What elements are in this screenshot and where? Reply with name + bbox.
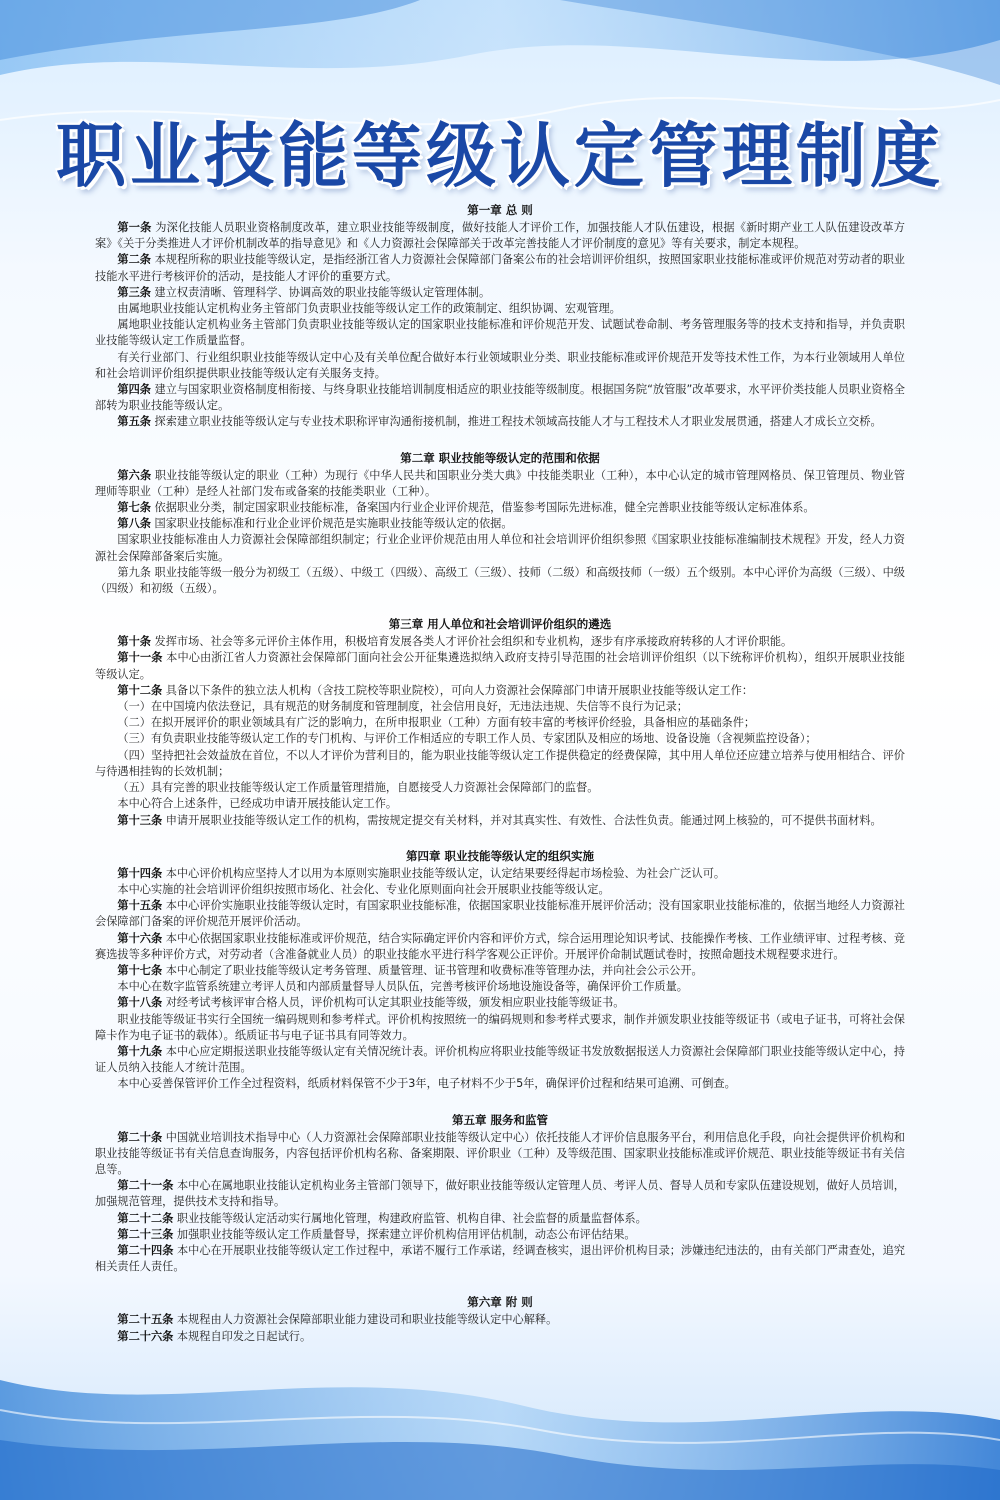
- article-text: 第九条 职业技能等级一般分为初级工（五级）、中级工（四级）、高级工（三级）、技师（二级）和高级技师（一级）五个级别。本中心评价为高级（三级）、中级（四级）和初级（五级）。: [95, 565, 905, 596]
- article-text: （四）坚持把社会效益放在首位，不以人才评价为营利目的，能为职业技能等级认定工作提供稳定的经费保障，其中用人单位还应建立培养与使用相结合、评价与待遇相挂钩的长效机制；: [95, 748, 905, 778]
- chapter-section: [95, 201, 905, 431]
- article-number: 第七条: [117, 501, 151, 515]
- article-paragraph: [95, 715, 905, 731]
- chapter-title: 第二章 职业技能等级认定的范围和依据: [400, 450, 600, 465]
- article-text: 本中心在数字监管系统建立考评人员和内部质量督导人员队伍，完善考核评价场地设施设备等，确保评价工作质量。: [117, 980, 688, 994]
- article-paragraph: [95, 979, 905, 995]
- article-text: （一）在中国境内依法登记，具有规范的财务制度和管理制度，社会信用良好，无违法违规、失信等不良行为记录；: [117, 700, 688, 714]
- article-paragraph: [95, 898, 905, 930]
- article-number: 第八条: [117, 517, 151, 531]
- article-paragraph: [95, 350, 905, 382]
- article-paragraph: [95, 882, 905, 898]
- article-text: 本中心实施的社会培训评价组织按照市场化、社会化、专业化原则面向社会开展职业技能等级认定。: [117, 882, 610, 896]
- chapter-section: [95, 1111, 905, 1276]
- article-text: 对经考试考核评审合格人员，评价机构可认定其职业技能等级，颁发相应职业技能等级证书。: [165, 996, 625, 1010]
- article-text: （五）具有完善的职业技能等级认定工作质量管理措施，自愿接受人力资源社会保障部门的监督。: [117, 781, 599, 795]
- article-text: 为深化技能人员职业资格制度改革，建立职业技能等级制度，做好技能人才评价工作，加强技能人才队伍建设，根据《新时期产业工人队伍建设改革方案》《关于分类推进人才评价机制改革的指导意见》和《人力资源社会保障部关于改革完善技能人才评价制度的意见》等有关要求，制定本规程。: [95, 221, 905, 251]
- article-paragraph: [95, 995, 905, 1011]
- article-number: 第十条: [117, 635, 151, 649]
- article-paragraph: [95, 317, 905, 349]
- article-number: 第十四条: [117, 866, 163, 880]
- article-text: 建立权责清晰、管理科学、协调高效的职业技能等级认定管理体制。: [154, 285, 491, 299]
- article-number: 第二十五条: [117, 1313, 174, 1327]
- article-number: 第十七条: [117, 963, 163, 977]
- article-text: 建立与国家职业资格制度相衔接、与终身职业技能培训制度相适应的职业技能等级制度。根据国务院“放管服”改革要求，水平评价类技能人员职业资格全部转为职业技能等级认定。: [95, 383, 905, 413]
- article-text: 职业技能等级证书实行全国统一编码规则和参考样式。评价机构按照统一的编码规则和参考样式要求，制作并颁发职业技能等级证书（或电子证书，可将社会保障卡作为电子证书的载体）。纸质证书与电子证书具有同等效力。: [95, 1012, 905, 1042]
- article-text: 属地职业技能认定机构业务主管部门负责职业技能等级认定的国家职业技能标准和评价规范开发、试题试卷命制、考务管理服务等的技术支持和指导，并负责职业技能等级认定工作质量监督。: [95, 318, 905, 348]
- article-paragraph: [95, 285, 905, 301]
- article-paragraph: [95, 1130, 905, 1179]
- article-number: 第二十二条: [117, 1211, 174, 1225]
- article-paragraph: [95, 634, 905, 650]
- article-number: 第二十条: [117, 1130, 163, 1144]
- chapter-title: 第四章 职业技能等级认定的组织实施: [405, 848, 594, 863]
- article-paragraph: [95, 1044, 905, 1076]
- article-text: 本规程所称的职业技能等级认定，是指经浙江省人力资源社会保障部门备案公布的社会培训评价组织，按照国家职业技能标准或评价规范对劳动者的职业技能水平进行考核评价的活动，是技能人才评价的重要方式。: [95, 253, 905, 283]
- article-text: 具备以下条件的独立法人机构（含技工院校等职业院校），可向人力资源社会保障部门申请开展职业技能等级认定工作：: [165, 683, 754, 697]
- article-text: 本中心妥善保管评价工作全过程资料，纸质材料保管不少于3年，电子材料不少于5年，确保评价过程和结果可追溯、可倒查。: [117, 1077, 736, 1091]
- article-paragraph: [95, 220, 905, 252]
- article-number: 第十六条: [117, 931, 163, 945]
- chapter-section: [95, 615, 905, 828]
- article-text: 本中心应定期报送职业技能等级认定有关情况统计表。评价机构应将职业技能等级证书发放数据报送人力资源社会保障部门职业技能等级认定中心，持证人员纳入技能人才统计范围。: [95, 1044, 905, 1075]
- article-paragraph: [95, 532, 905, 564]
- article-text: 本中心依据国家职业技能标准或评价规范，结合实际确定评价内容和评价方式，综合运用理论知识考试、技能操作考核、工作业绩评审、过程考核、竞赛选拔等多种评价方式，对劳动者（含准备就业人员）的职业技能水平进行科学客观公正评价。开展评价命制试题试卷时，按照命题技术规程要求进行。: [95, 931, 905, 961]
- article-number: 第二十三条: [117, 1227, 174, 1241]
- article-number: 第四条: [117, 383, 151, 397]
- regulation-body: [95, 201, 905, 1363]
- article-paragraph: [95, 731, 905, 747]
- article-paragraph: [95, 1312, 905, 1328]
- article-number: 第十一条: [117, 651, 163, 665]
- article-text: 中国就业培训技术指导中心（人力资源社会保障部职业技能等级认定中心）依托技能人才评价信息服务平台，利用信息化手段，向社会提供评价机构和职业技能等级证书有关信息查询服务，内容包括评价机构名称、备案期限、评价职业（工种）及等级范围、国家职业技能标准或评价规范、职业技能等级证书有关信息等。: [95, 1130, 905, 1176]
- article-paragraph: [95, 683, 905, 699]
- article-paragraph: [95, 1012, 905, 1044]
- article-number: 第十八条: [117, 996, 163, 1010]
- article-paragraph: [95, 1329, 905, 1345]
- article-paragraph: [95, 1227, 905, 1243]
- article-text: 本规程自印发之日起试行。: [176, 1329, 312, 1343]
- article-paragraph: [95, 1076, 905, 1092]
- article-paragraph: [95, 500, 905, 516]
- article-text: 有关行业部门、行业组织职业技能等级认定中心及有关单位配合做好本行业领域职业分类、职业技能标准或评价规范开发等技术性工作，为本行业领域用人单位和社会培训评价组织提供职业技能等级认定有关服务支持。: [95, 350, 905, 380]
- article-paragraph: [95, 748, 905, 780]
- article-number: 第六条: [117, 468, 152, 482]
- article-number: 第十三条: [117, 813, 163, 827]
- article-text: 探索建立职业技能等级认定与专业技术职称评审沟通衔接机制，推进工程技术领域高技能人才与工程技术人才职业发展贯通，搭建人才成长立交桥。: [154, 415, 882, 429]
- article-text: 本中心由浙江省人力资源社会保障部门面向社会公开征集遴选拟纳入政府支持引导范围的社会培训评价组织（以下统称评价机构），组织开展职业技能等级认定。: [95, 651, 905, 681]
- article-number: 第二十四条: [117, 1243, 174, 1257]
- chapter-title: 第六章 附 则: [467, 1295, 533, 1310]
- article-paragraph: [95, 1178, 905, 1210]
- article-number: 第二十六条: [117, 1329, 174, 1343]
- article-number: 第十九条: [117, 1044, 163, 1058]
- article-paragraph: [95, 813, 905, 829]
- chapter-section: [95, 449, 905, 598]
- article-text: 依据职业分类，制定国家职业技能标准，备案国内行业企业评价规范，借鉴参考国际先进标准，健全完善职业技能等级认定标准体系。: [154, 501, 815, 515]
- article-number: 第一条: [117, 221, 152, 234]
- article-paragraph: [95, 301, 905, 317]
- article-text: 本中心评价实施职业技能等级认定时，有国家职业技能标准，依据国家职业技能标准开展评价活动；没有国家职业技能标准的，依据当地经人力资源社会保障部门备案的评价规范开展评价活动。: [95, 899, 905, 929]
- article-number: 第十二条: [117, 683, 163, 697]
- article-paragraph: [95, 931, 905, 963]
- chapter-title: 第一章 总 则: [467, 203, 533, 217]
- article-text: 本中心在开展职业技能等级认定工作过程中，承诺不履行工作承诺，经调查核实，退出评价机构目录；涉嫌违纪违法的，由有关部门严肃查处，追究相关责任人责任。: [95, 1243, 905, 1274]
- chapter-title: 第五章 服务和监管: [451, 1112, 548, 1127]
- article-text: 本中心在属地职业技能认定机构业务主管部门领导下，做好职业技能等级认定管理人员、考评人员、督导人员和专家队伍建设规划，做好人员培训，加强规范管理，提供技术支持和指导。: [95, 1179, 905, 1209]
- article-paragraph: [95, 565, 905, 597]
- article-paragraph: [95, 866, 905, 882]
- article-paragraph: [95, 252, 905, 284]
- article-text: 本中心制定了职业技能等级认定考务管理、质量管理、证书管理和收费标准等管理办法，并向社会公示公开。: [165, 963, 703, 977]
- chapter-section: [95, 847, 905, 1093]
- article-number: 第二十一条: [117, 1179, 174, 1193]
- article-paragraph: [95, 468, 905, 500]
- article-text: 本中心评价机构应坚持人才以用为本原则实施职业技能等级认定，认定结果要经得起市场检验、为社会广泛认可。: [165, 866, 726, 880]
- article-text: 国家职业技能标准和行业企业评价规范是实施职业技能等级认定的依据。: [154, 517, 513, 531]
- article-text: 由属地职业技能认定机构业务主管部门负责职业技能等级认定工作的政策制定、组织协调、宏观管理。: [117, 302, 621, 316]
- article-number: 第二条: [117, 253, 151, 267]
- article-text: 国家职业技能标准由人力资源社会保障部组织制定；行业企业评价规范由用人单位和社会培训评价组织参照《国家职业技能标准编制技术规程》开发，经人力资源社会保障部备案后实施。: [95, 533, 905, 563]
- article-paragraph: [95, 796, 905, 812]
- chapter-title: 第三章 用人单位和社会培训评价组织的遴选: [388, 617, 612, 632]
- article-text: （三）有负责职业技能等级认定工作的专门机构、与评价工作相适应的专职工作人员、专家团队及相应的场地、设备设施（含视频监控设备）；: [117, 732, 817, 746]
- article-text: 申请开展职业技能等级认定工作的机构，需按规定提交有关材料，并对其真实性、有效性、合法性负责。能通过网上核验的，可不提供书面材料。: [165, 813, 882, 827]
- article-number: 第五条: [117, 415, 151, 429]
- page-title: 职业技能等级认定管理制度: [56, 115, 944, 197]
- article-paragraph: [95, 699, 905, 715]
- article-paragraph: [95, 1243, 905, 1275]
- article-paragraph: [95, 650, 905, 682]
- article-text: 职业技能等级认定活动实行属地化管理，构建政府监管、机构自律、社会监督的质量监督体系。: [176, 1211, 647, 1225]
- chapter-section: [95, 1293, 905, 1344]
- article-text: 本中心符合上述条件，已经成功申请开展技能认定工作。: [117, 797, 398, 811]
- article-number: 第三条: [117, 285, 151, 299]
- article-text: 本规程由人力资源社会保障部职业能力建设司和职业技能等级认定中心解释。: [176, 1313, 558, 1327]
- article-paragraph: [95, 382, 905, 414]
- article-text: （二）在拟开展评价的职业领域具有广泛的影响力，在所申报职业（工种）方面有较丰富的考核评价经验，具备相应的基础条件；: [117, 716, 756, 730]
- article-paragraph: [95, 1211, 905, 1227]
- article-text: 发挥市场、社会等多元评价主体作用，积极培育发展各类人才评价社会组织和专业机构，逐步有序承接政府转移的人才评价职能。: [154, 635, 793, 649]
- article-number: 第十五条: [117, 899, 163, 913]
- article-text: 职业技能等级认定的职业（工种）为现行《中华人民共和国职业分类大典》中技能类职业（工种），本中心认定的城市管理网格员、保卫管理员、物业管理师等职业（工种）是经人社部门发布或备案的技能类职业（工种）。: [95, 468, 905, 498]
- article-paragraph: [95, 780, 905, 796]
- article-paragraph: [95, 414, 905, 430]
- article-paragraph: [95, 516, 905, 532]
- article-text: 加强职业技能等级认定工作质量督导，探索建立评价机构信用评估机制，动态公布评估结果。: [176, 1227, 636, 1241]
- article-paragraph: [95, 963, 905, 979]
